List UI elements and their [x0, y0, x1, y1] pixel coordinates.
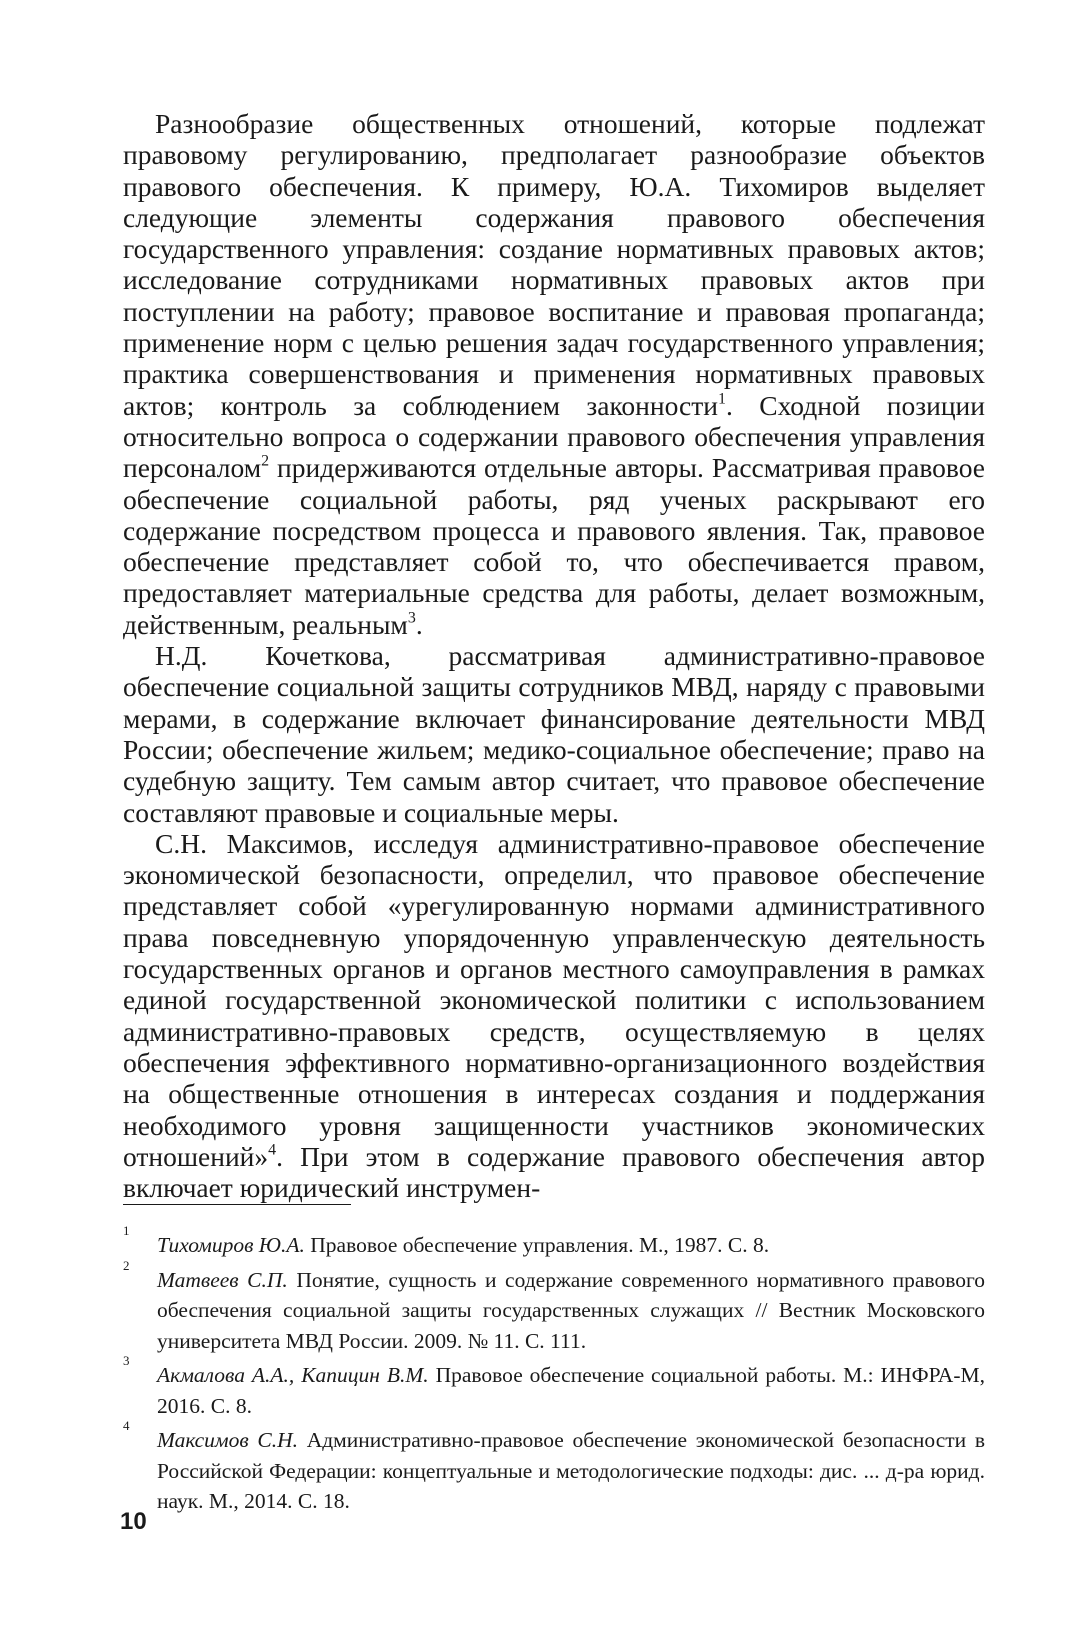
footnote-author: Максимов С.Н. [157, 1428, 299, 1452]
footnote-number: 3 [123, 1353, 130, 1368]
page-number: 10 [120, 1508, 147, 1535]
footnote-text: Понятие, сущность и содержание современного нормативного правового обеспечения социальной защиты государственных служащих // Вестник Московского университета МВД России. 2009. № 11. С. 111. [157, 1267, 985, 1353]
footnote-number: 1 [123, 1223, 130, 1238]
footnote-ref-1: 1 [718, 390, 726, 408]
paragraph-text: придерживаются отдельные авторы. Рассматривая правовое обеспечение социальной работы, ряд ученых раскрывают его содержание посредством процесса и правового явления. Так, правовое обеспечение представляет собой то, что обеспечивается правом, предоставляет материальные средства для работы, делает возможным, действенным, реальным [123, 452, 985, 640]
footnote-1 [123, 1223, 985, 1261]
footnote-text: Правовое обеспечение управления. М., 1987. С. 8. [304, 1233, 770, 1257]
footnotes [123, 1223, 985, 1521]
footnote-text: Административно-правовое обеспечение экономической безопасности в Российской Федерации: концептуальные и методологические подходы: дис. ... д-ра юрид. наук. М., 2014. С. 18. [157, 1428, 985, 1513]
footnote-author: Матвеев С.П. [157, 1267, 288, 1292]
footnote-2 [123, 1257, 985, 1357]
paragraph-text: Разнообразие общественных отношений, которые подлежат правовому регулированию, предполагает разнообразие объектов правового обеспечения. К примеру, Ю.А. Тихомиров выделяет следующие элементы содержания правового обеспечения государственного управления: создание нормативных правовых актов; исследование сотрудниками нормативных правовых актов при поступлении на работу; правовое воспитание и правовая пропаганда; применение норм с целью решения задач государственного управления; практика совершенствования и применения нормативных правовых актов; контроль за соблюдением законности [123, 108, 985, 421]
footnote-number: 4 [123, 1418, 130, 1433]
paragraph-text: . При этом в содержание правового обеспечения автор включает юридический инструмен- [123, 1140, 985, 1204]
footnote-author: Тихомиров Ю.А. [157, 1233, 305, 1257]
paragraph-1 [123, 108, 985, 640]
footnote-4 [123, 1418, 985, 1517]
paragraph-text: С.Н. Максимов, исследуя административно-правовое обеспечение экономической безопасности, определил, что правовое обеспечение представляет собой «урегулированную нормами административного права повседневную упорядоченную управленческую деятельность государственных органов и органов местного самоуправления в рамках единой государственной экономической политики с использованием административно-правовых средств, осуществляемую в целях обеспечения эффективного нормативно-организационного воздействия на общественные отношения в интересах создания и поддержания необходимого уровня защищенности участников экономических отношений» [123, 827, 985, 1172]
footnote-ref-4: 4 [268, 1141, 277, 1159]
footnote-3 [123, 1353, 985, 1421]
paragraph-3 [123, 828, 985, 1204]
footnote-number: 2 [123, 1257, 130, 1273]
paragraph-text: . Сходной позиции относительно вопроса о содержании правового обеспечения управления персоналом [123, 389, 985, 484]
footnote-ref-3: 3 [407, 609, 416, 627]
footnote-author: Акмалова А.А., Капицин В.М. [157, 1363, 429, 1387]
footnote-text: Правовое обеспечение социальной работы. М.: ИНФРА-М, 2016. С. 8. [157, 1363, 985, 1418]
footnote-ref-2: 2 [261, 452, 270, 470]
main-text [123, 108, 985, 1203]
paragraph-text: . [415, 608, 423, 640]
footnote-separator [123, 1204, 351, 1205]
paragraph-2: Н.Д. Кочеткова, рассматривая административно-правовое обеспечение социальной защиты сотрудников МВД, наряду с правовыми мерами, в содержание включает финансирование деятельности МВД России; обеспечение жильем; медико-социальное обеспечение; право на судебную защиту. Тем самым автор считает, что правовое обеспечение составляют правовые и социальные меры. [123, 640, 985, 828]
